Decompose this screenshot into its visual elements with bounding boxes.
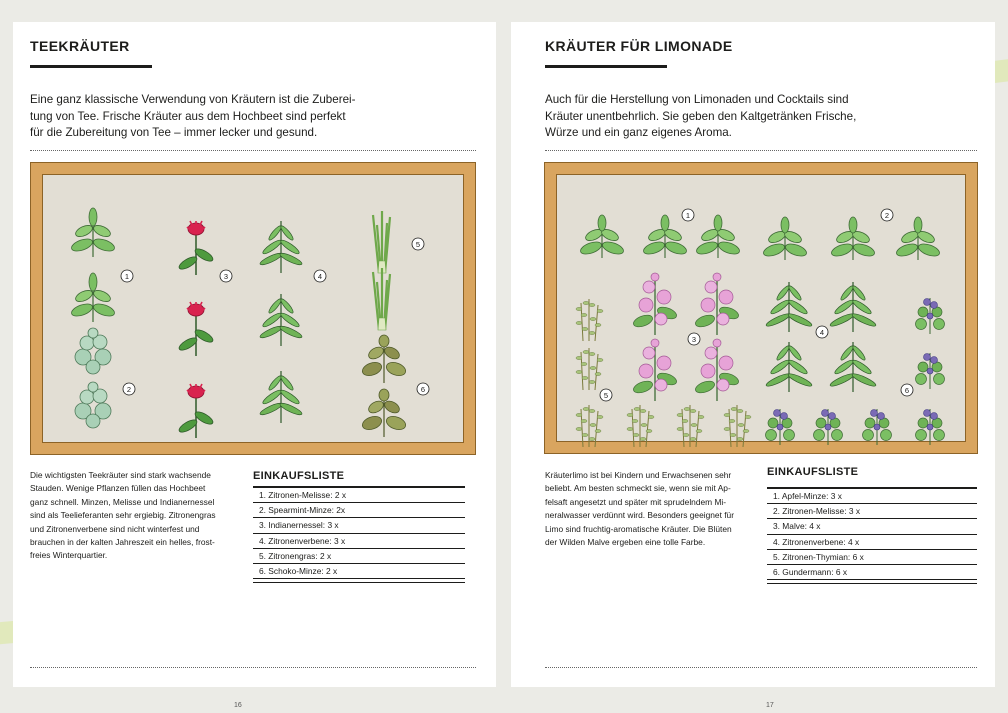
right-body-line: Limo sind fruchtig-aromatische Kräuter. Die Blüten (545, 523, 732, 534)
right-divider-bottom (545, 667, 977, 668)
left-body-line: Die wichtigsten Teekräuter sind stark wachsende (30, 470, 211, 480)
list-item: 1. Apfel-Minze: 3 x (767, 489, 977, 504)
left-body-line: ganz schnell. Minzen, Melisse und Indianernessel (30, 496, 215, 507)
left-raised-bed (30, 162, 476, 455)
right-body-line: der Wilden Malve ergeben eine tolle Farbe. (545, 537, 706, 548)
list-item: 4. Zitronenverbene: 4 x (767, 535, 977, 550)
right-shopping-list (767, 487, 977, 584)
left-divider-top (30, 150, 476, 151)
left-page (13, 22, 496, 709)
bed-label-2: 2 (126, 385, 132, 394)
left-title-rule (30, 65, 152, 68)
right-intro (545, 92, 856, 142)
left-page-title: TEEKRÄUTER (30, 38, 130, 54)
right-raised-bed (544, 162, 978, 454)
lemon-balm-plants-right (762, 217, 941, 260)
lemon-verbena-plants (259, 221, 303, 423)
bed-label-4: 4 (819, 328, 825, 337)
list-item: 2. Zitronen-Melisse: 3 x (767, 504, 977, 519)
left-intro-line: tung von Tee. Frische Kräuter aus dem Hochbeet sind perfekt (30, 109, 346, 123)
bee-balm-plants (177, 221, 214, 438)
bed-label-6: 6 (420, 385, 426, 394)
list-item: 3. Indianernessel: 3 x (253, 518, 465, 533)
list-item: 1. Zitronen-Melisse: 2 x (253, 488, 465, 503)
right-body-line: beliebt. Am besten schmeckt sie, wenn sie mit Ap- (545, 483, 731, 494)
bed-label-5: 5 (603, 391, 609, 400)
bed-label-1: 1 (124, 272, 130, 281)
right-body-line: Kräuterlimo ist bei Kindern und Erwachsenen sehr (545, 470, 732, 480)
left-shopping-list (253, 486, 465, 583)
left-bed-illustration (31, 163, 477, 456)
bed-label-5: 5 (415, 240, 421, 249)
right-intro-line: Würze und ein ganz eigenes Aroma. (545, 126, 732, 139)
left-body-text (30, 469, 240, 563)
bed-label-4: 4 (317, 272, 323, 281)
list-item: 6. Schoko-Minze: 2 x (253, 564, 465, 579)
lemongrass-plants (373, 211, 390, 330)
right-intro-line: Auch für die Herstellung von Limonaden und Cocktails sind (545, 93, 849, 106)
right-intro-line: Kräuter unentbehrlich. Sie geben den Kaltgetränken Frische, (545, 109, 857, 123)
left-body-line: sind als Teelieferanten sehr ergiebig. Zitronengras (30, 510, 216, 521)
bed-label-2: 2 (884, 211, 890, 220)
list-item: 4. Zitronenverbene: 3 x (253, 534, 465, 549)
bed-label-3: 3 (691, 335, 697, 344)
left-body-line: brauchen in der kalten Jahreszeit ein helles, frost- (30, 537, 215, 548)
list-item: 2. Spearmint-Minze: 2x (253, 503, 465, 518)
list-item: 5. Zitronengras: 2 x (253, 549, 465, 564)
left-shopping-list-title: EINKAUFSLISTE (253, 470, 345, 482)
bed-label-6: 6 (904, 386, 910, 395)
right-body-text (545, 469, 757, 549)
right-bed-illustration (545, 163, 979, 455)
mallow-plants (632, 273, 740, 401)
right-body-line: neralwasser verdünnt wird. Besonders geeignet für (545, 510, 735, 521)
right-divider-top (545, 150, 977, 151)
right-page (511, 22, 995, 709)
list-item: 6. Gundermann: 6 x (767, 565, 977, 580)
right-title-rule (545, 65, 667, 68)
right-page-number: 17 (766, 702, 774, 709)
left-body-line: und Zitronenverbene sind nicht winterfest und (30, 523, 200, 534)
lemon-balm-plants (70, 208, 116, 322)
left-intro (30, 92, 355, 142)
list-item: 5. Zitronen-Thymian: 6 x (767, 550, 977, 565)
right-body-line: felsaft angesetzt und später mit sprudelndem Mi- (545, 496, 727, 507)
apple-mint-plants (579, 215, 741, 258)
bed-label-3: 3 (223, 272, 229, 281)
right-shopping-list-title: EINKAUFSLISTE (767, 466, 859, 478)
spearmint-plants (75, 328, 111, 428)
chocolate-mint-plants (361, 335, 408, 437)
list-item: 3. Malve: 4 x (767, 519, 977, 534)
left-body-line: Stauden. Wenige Pflanzen füllen das Hochbeet (30, 483, 206, 494)
left-intro-line: für die Zubereitung von Tee – immer lecker und gesund. (30, 126, 318, 139)
left-divider-bottom (30, 667, 476, 668)
left-body-line: freies Winterquartier. (30, 550, 108, 561)
left-page-number: 16 (234, 702, 242, 709)
bed-label-1: 1 (685, 211, 691, 220)
left-intro-line: Eine ganz klassische Verwendung von Kräutern ist die Zuberei- (30, 93, 356, 106)
right-page-title: KRÄUTER FÜR LIMONADE (545, 38, 733, 54)
ground-ivy-plants (766, 298, 945, 445)
